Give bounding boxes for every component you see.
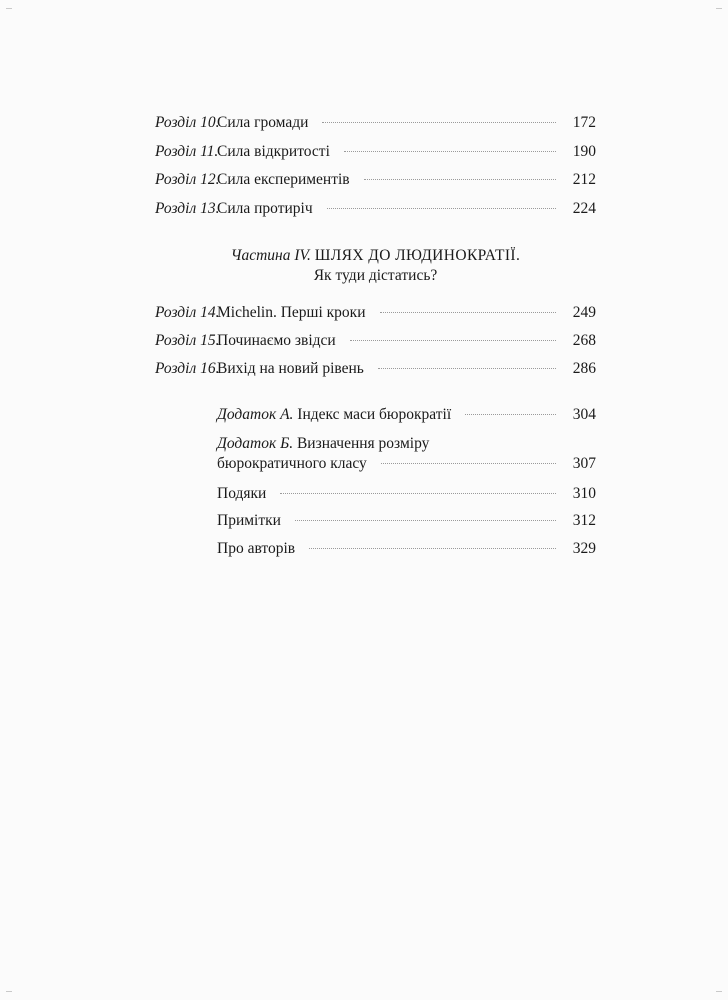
- crop-mark: [6, 8, 12, 9]
- toc-entry-chapter-15: [155, 332, 596, 350]
- entry-title: Про авторів: [217, 540, 296, 557]
- page-number: 212: [572, 171, 596, 188]
- page-number: 224: [572, 200, 596, 217]
- toc-entry-acknowledgements: [217, 485, 596, 503]
- part-heading: [155, 246, 596, 286]
- page-number: 310: [572, 485, 596, 502]
- page-number: 304: [572, 406, 596, 423]
- page-number: 172: [572, 114, 596, 131]
- toc-entry-chapter-10: [155, 114, 596, 132]
- part-label: Частина IV.: [230, 247, 311, 264]
- toc-entry-notes: [217, 512, 596, 530]
- chapter-title: Сила протиріч: [217, 200, 313, 217]
- page-number: 312: [572, 512, 596, 529]
- appendix-title: Індекс маси бюрократії: [297, 406, 452, 423]
- chapter-label: Розділ 11.: [155, 143, 219, 160]
- toc-entry-appendix-b: [217, 434, 596, 474]
- appendix-label: Додаток Б.: [217, 435, 294, 452]
- page-number: 329: [572, 540, 596, 557]
- chapter-label: Розділ 15.: [155, 332, 220, 349]
- chapter-label: Розділ 16.: [155, 360, 220, 377]
- dot-leader: [378, 368, 556, 369]
- dot-leader: [327, 208, 556, 209]
- toc-entry-chapter-16: [155, 360, 596, 378]
- chapter-title: Сила експериментів: [217, 171, 350, 188]
- chapter-title: Сила громади: [217, 114, 309, 131]
- appendix-title-line1: Визначення розміру: [296, 435, 430, 452]
- dot-leader: [309, 548, 556, 549]
- chapter-title: Michelin. Перші кроки: [217, 304, 366, 321]
- dot-leader: [364, 179, 556, 180]
- chapter-title: Сила відкритості: [217, 143, 330, 160]
- chapter-label: Розділ 13.: [155, 200, 220, 217]
- chapter-label: Розділ 10.: [155, 114, 220, 131]
- dot-leader: [350, 340, 556, 341]
- dot-leader: [295, 520, 556, 521]
- chapter-title: Починаємо звідси: [217, 332, 336, 349]
- appendix-label: Додаток А.: [217, 406, 294, 423]
- entry-title: Примітки: [217, 512, 281, 529]
- chapter-title: Вихід на новий рівень: [217, 360, 364, 377]
- chapter-label: Розділ 14.: [155, 304, 220, 321]
- dot-leader: [465, 414, 556, 415]
- page-number: 307: [572, 455, 596, 472]
- dot-leader: [380, 312, 556, 313]
- crop-mark: [716, 991, 722, 992]
- dot-leader: [280, 493, 556, 494]
- toc-entry-chapter-11: [155, 143, 596, 161]
- dot-leader: [322, 122, 556, 123]
- toc-entry-about-authors: [217, 540, 596, 558]
- part-title: ШЛЯХ ДО ЛЮДИНОКРАТІЇ.: [314, 247, 521, 264]
- page-number: 286: [572, 360, 596, 377]
- chapter-label: Розділ 12.: [155, 171, 220, 188]
- crop-mark: [716, 8, 722, 9]
- toc-entry-chapter-14: [155, 304, 596, 322]
- toc-entry-chapter-13: [155, 200, 596, 218]
- dot-leader: [344, 151, 556, 152]
- crop-mark: [6, 991, 12, 992]
- toc-entry-chapter-12: [155, 171, 596, 189]
- entry-title: Подяки: [217, 485, 267, 502]
- appendix-title-line2: бюрократичного класу: [217, 455, 367, 472]
- dot-leader: [381, 463, 556, 464]
- part-subtitle: Як туди дістатись?: [313, 267, 438, 284]
- page-number: 249: [572, 304, 596, 321]
- page-number: 268: [572, 332, 596, 349]
- toc-entry-appendix-a: [217, 406, 596, 424]
- page-number: 190: [572, 143, 596, 160]
